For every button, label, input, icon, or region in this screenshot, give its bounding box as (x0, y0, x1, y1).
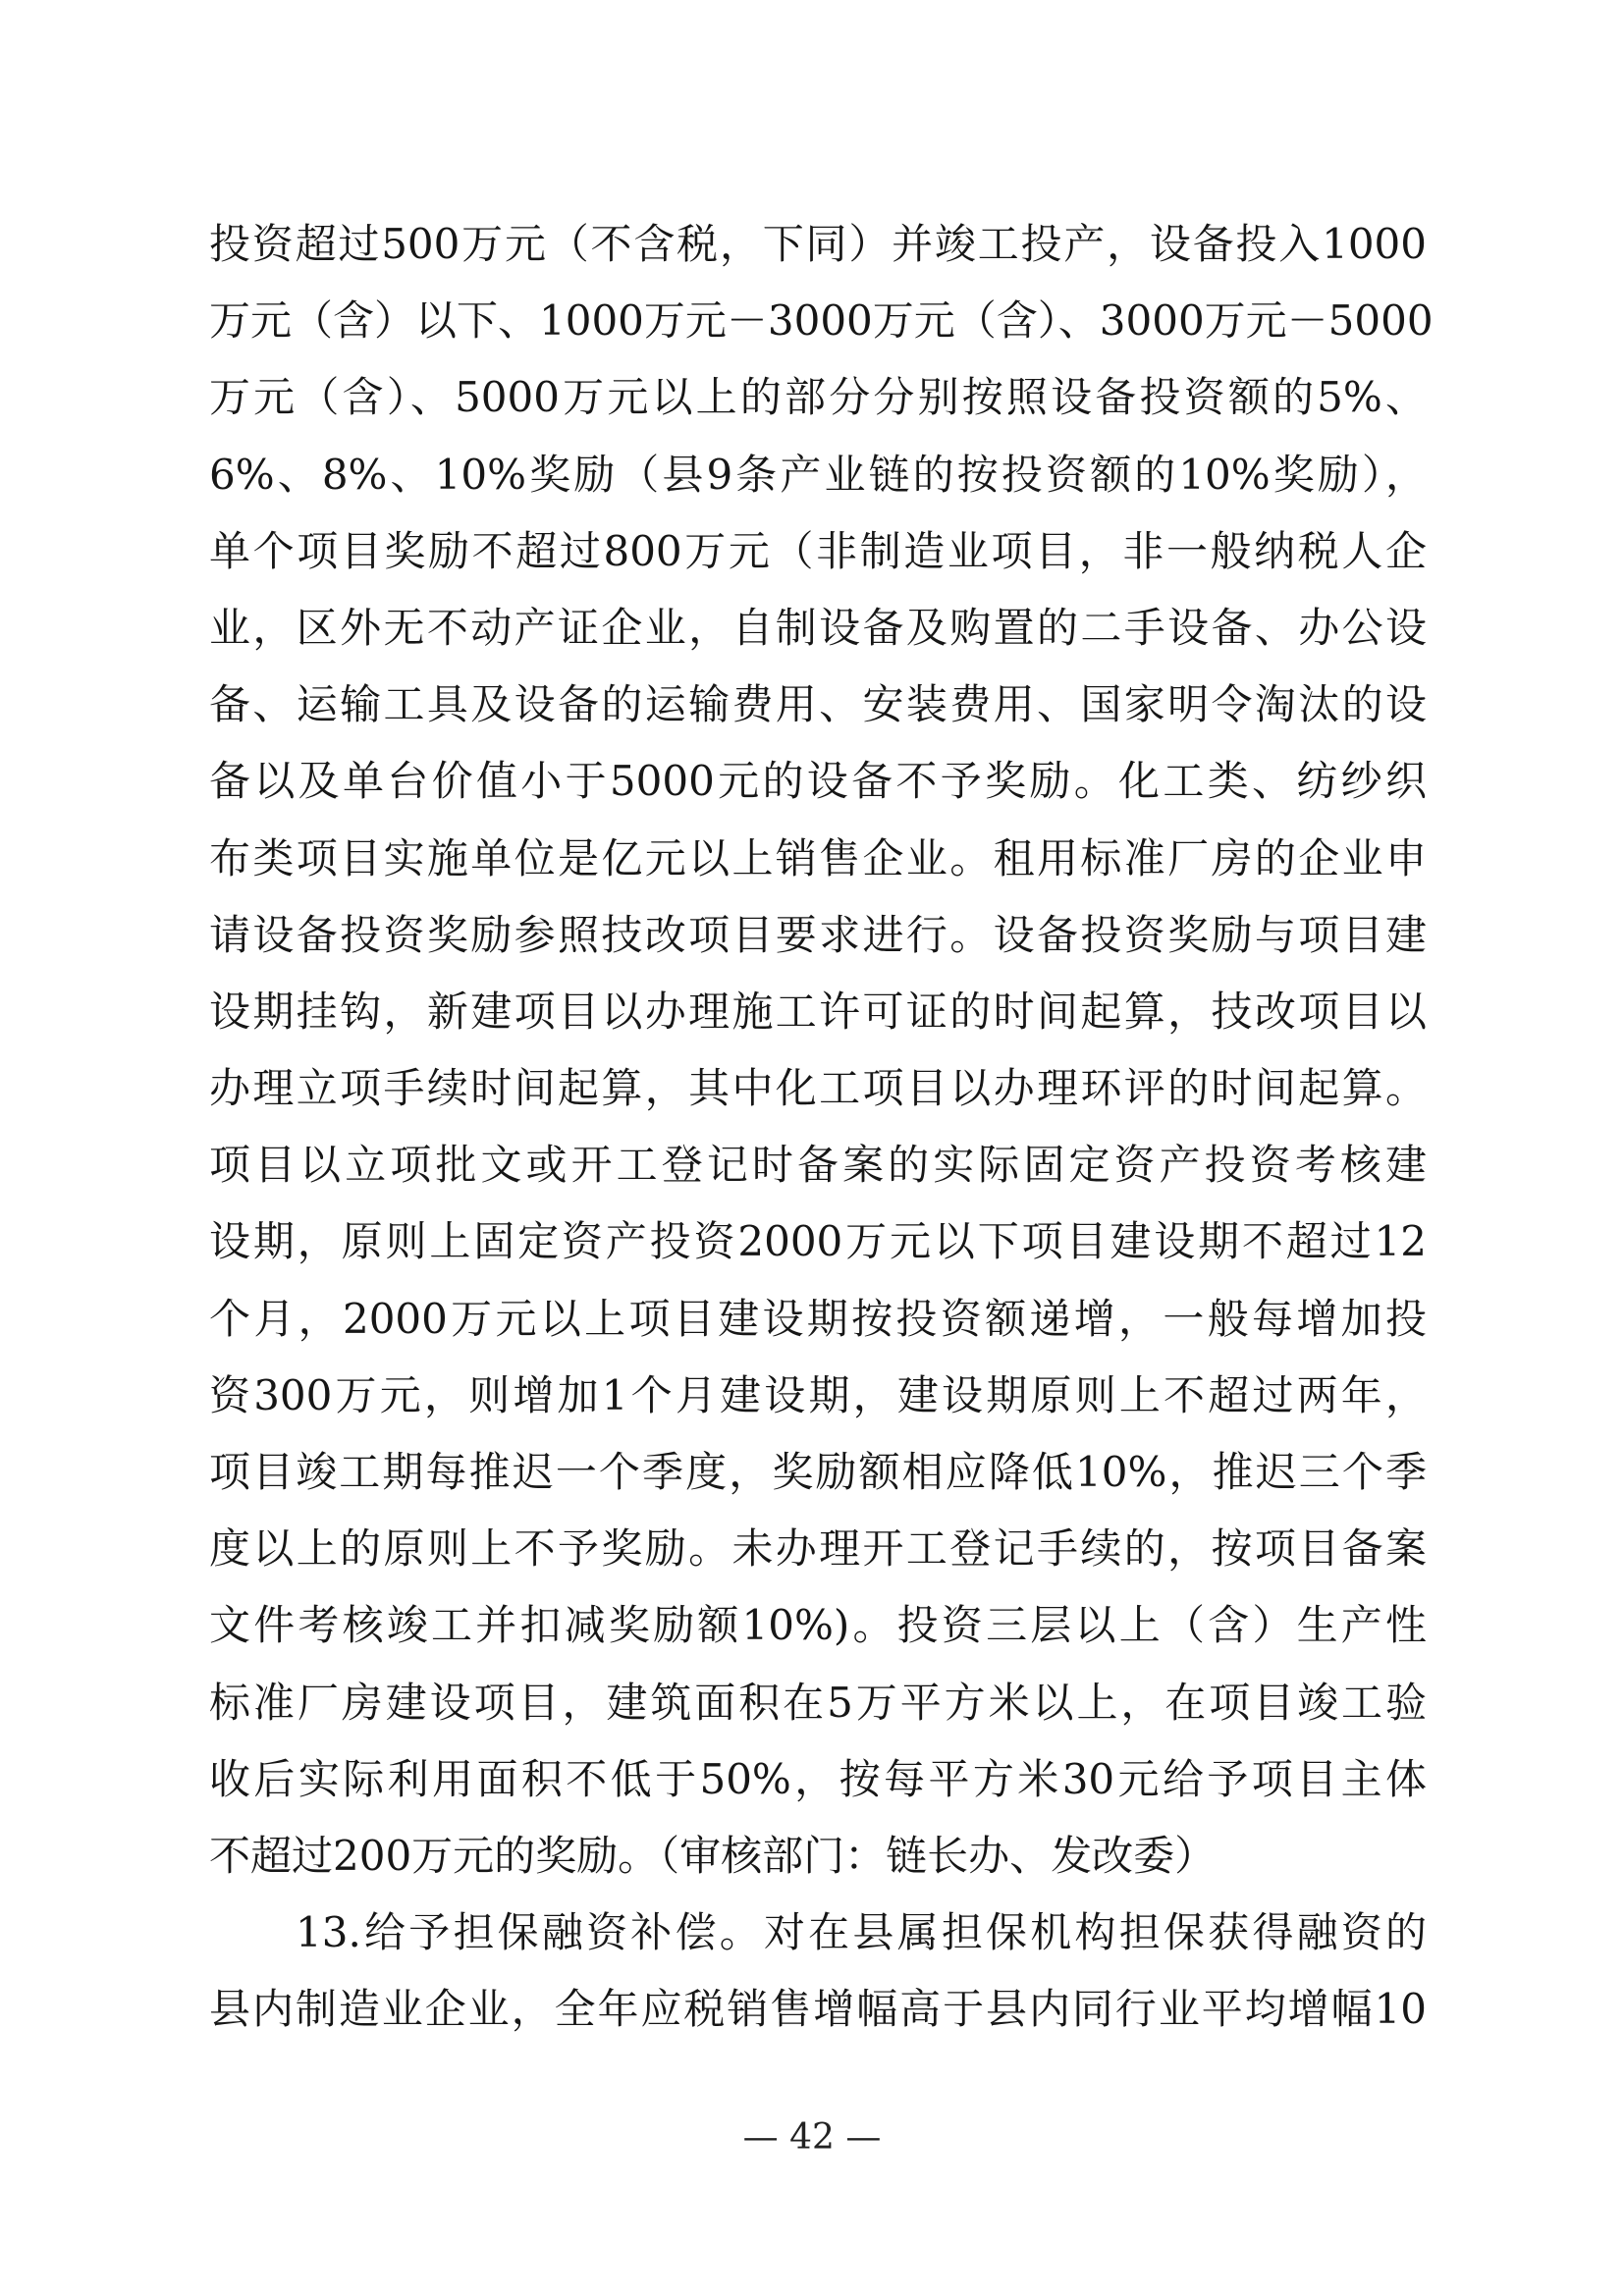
text-line-item-13-heading: 13.给予担保融资补偿。对在县属担保机构担保获得融资的 (296, 1908, 1427, 1957)
text-line: 县内制造业企业，全年应税销售增幅高于县内同行业平均增幅10 (209, 1985, 1427, 2034)
text-line: 项目竣工期每推迟一个季度，奖励额相应降低10%，推迟三个季 (209, 1448, 1427, 1496)
text-line-paragraph-end: 不超过200万元的奖励。（审核部门：链长办、发改委） (209, 1831, 1217, 1880)
text-line: 单个项目奖励不超过800万元（非制造业项目，非一般纳税人企 (209, 526, 1427, 575)
body-text (209, 206, 1434, 2049)
text-line: 项目以立项批文或开工登记时备案的实际固定资产投资考核建 (209, 1141, 1427, 1190)
text-line: 备以及单台价值小于5000元的设备不予奖励。化工类、纺纱织 (209, 757, 1427, 806)
text-line: 请设备投资奖励参照技改项目要求进行。设备投资奖励与项目建 (209, 910, 1427, 959)
page-number: — 42 — (742, 2117, 882, 2158)
text-line: 文件考核竣工并扣减奖励额10%)。投资三层以上（含）生产性 (209, 1601, 1427, 1650)
text-line: 布类项目实施单位是亿元以上销售企业。租用标准厂房的企业申 (209, 833, 1427, 882)
text-line: 投资超过500万元（不含税，下同）并竣工投产，设备投入1000 (209, 220, 1427, 268)
text-line: 万元（含）以下、1000万元－3000万元（含）、3000万元－5000 (209, 296, 1434, 346)
text-line: 办理立项手续时间起算，其中化工项目以办理环评的时间起算。 (209, 1064, 1427, 1113)
text-line: 备、运输工具及设备的运输费用、安装费用、国家明令淘汰的设 (209, 680, 1427, 729)
text-line: 设期挂钩，新建项目以办理施工许可证的时间起算，技改项目以 (209, 987, 1427, 1036)
text-line: 资300万元，则增加1个月建设期，建设期原则上不超过两年， (209, 1370, 1427, 1419)
text-line: 标准厂房建设项目，建筑面积在5万平方米以上，在项目竣工验 (209, 1678, 1427, 1727)
text-line: 个月，2000万元以上项目建设期按投资额递增，一般每增加投 (209, 1294, 1427, 1343)
text-line: 度以上的原则上不予奖励。未办理开工登记手续的，按项目备案 (209, 1524, 1427, 1574)
text-line: 业，区外无不动产证企业，自制设备及购置的二手设备、办公设 (209, 603, 1427, 652)
text-line: 万元（含）、5000万元以上的部分分别按照设备投资额的5%、 (209, 373, 1427, 422)
text-line: 收后实际利用面积不低于50%，按每平方米30元给予项目主体 (209, 1754, 1427, 1803)
text-line: 设期，原则上固定资产投资2000万元以下项目建设期不超过12 (209, 1217, 1427, 1266)
text-line: 6%、8%、10%奖励（县9条产业链的按投资额的10%奖励）， (209, 450, 1427, 499)
